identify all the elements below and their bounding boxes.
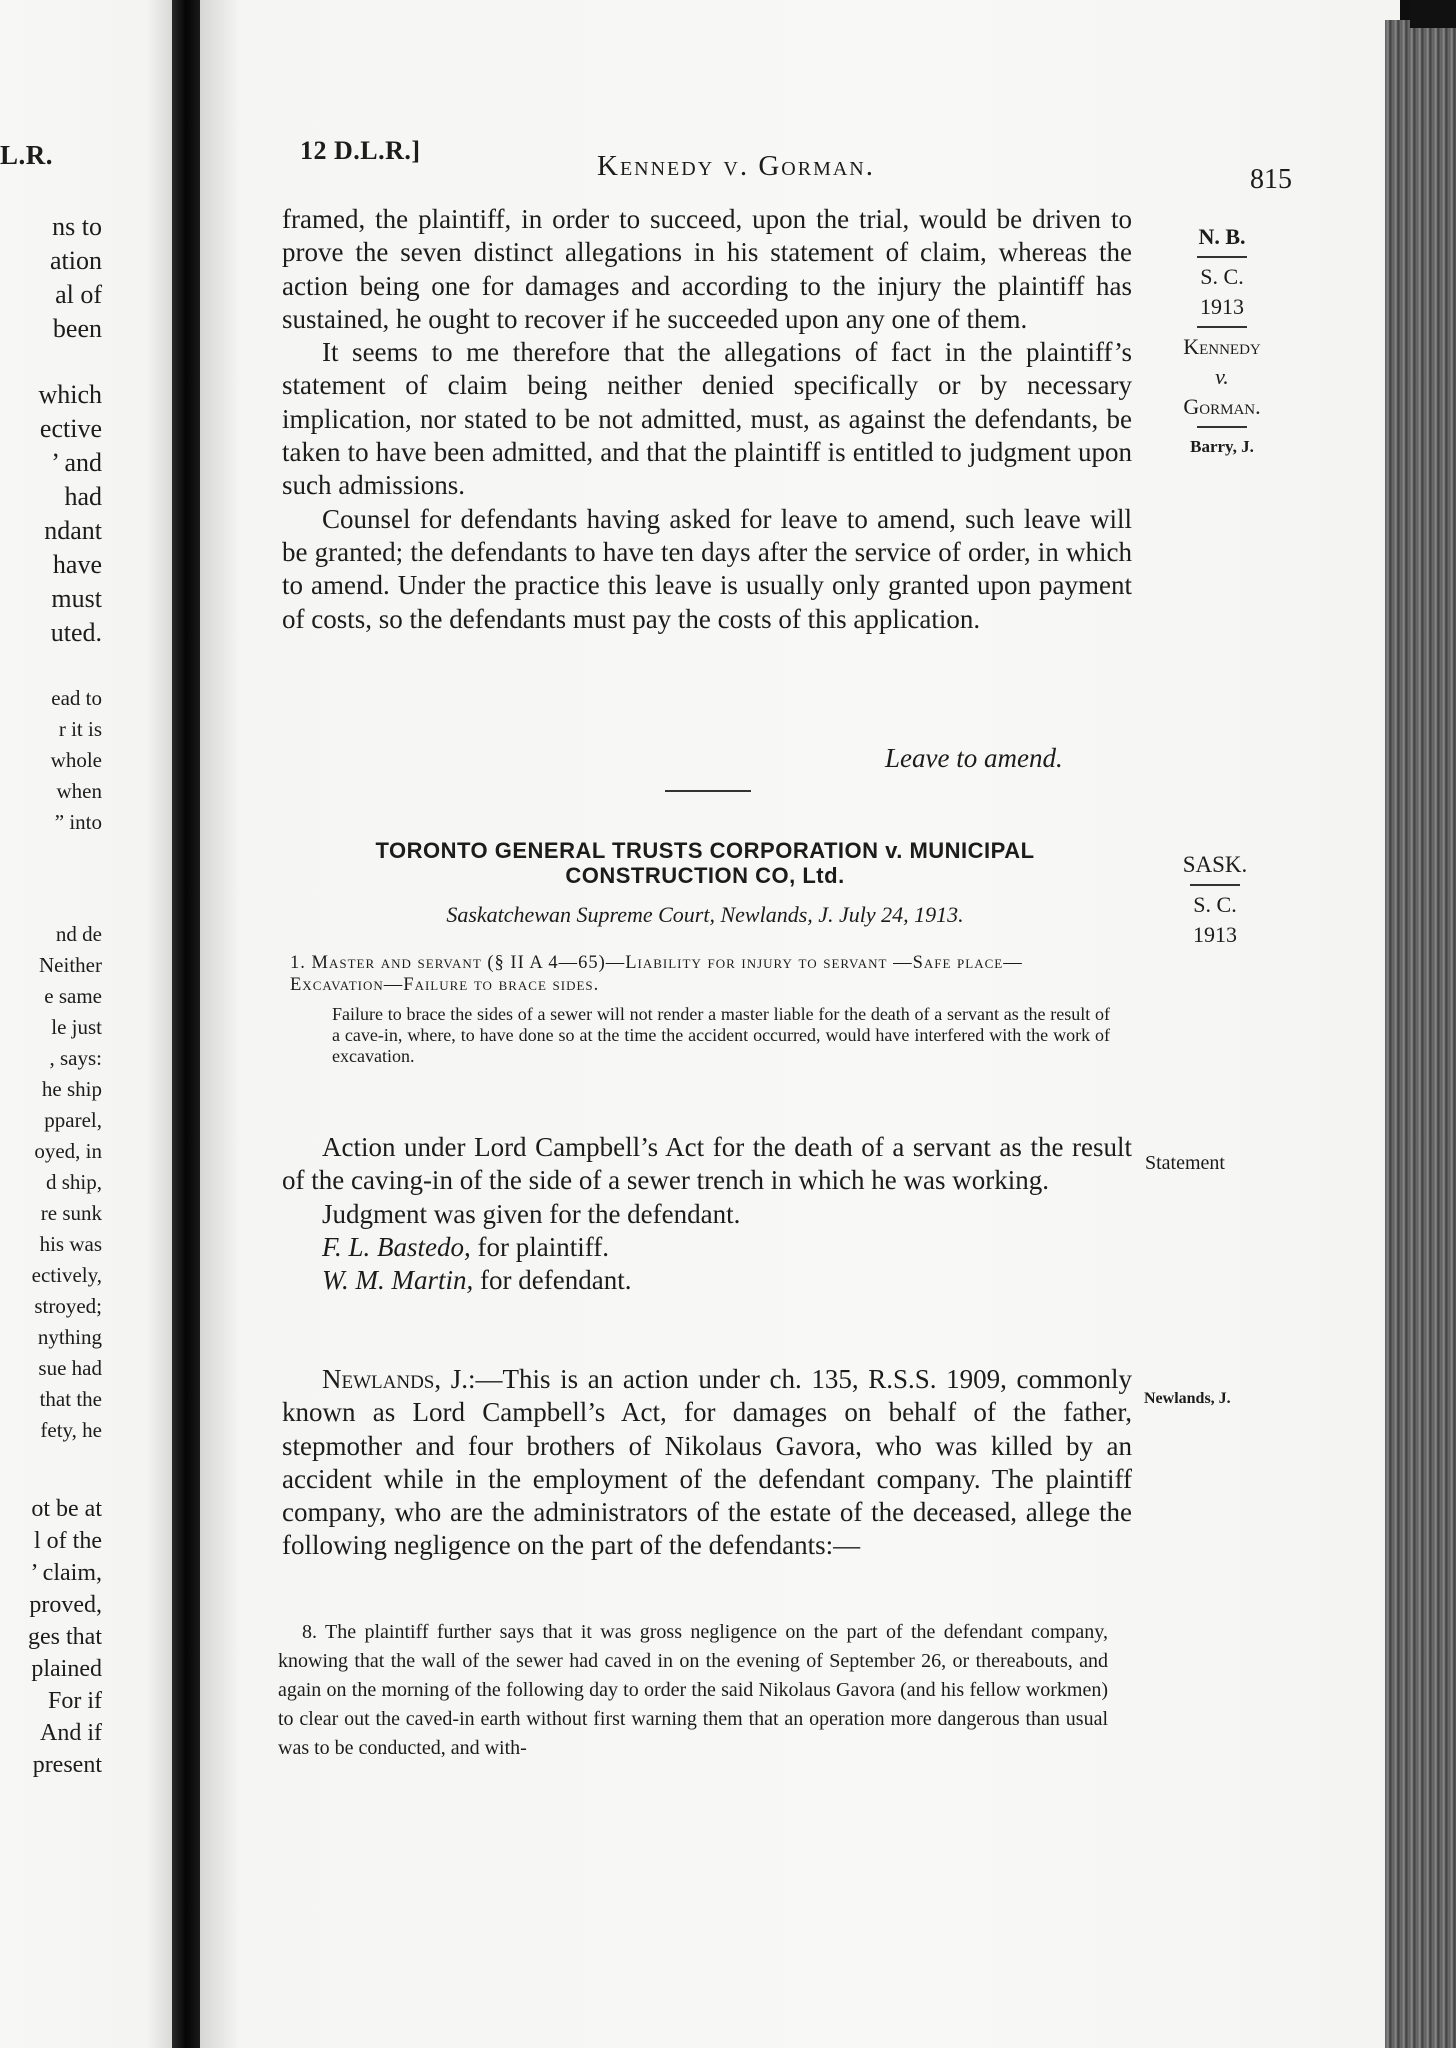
- left-page-fragment: present: [32, 1752, 102, 1778]
- sidebar-divider: [1197, 256, 1247, 258]
- paragraph: Counsel for defendants having asked for leave to amend, such leave will be granted; the defendants to have ten days after the service of order, in which to amend. Under the practice this leave is usually only granted upon payment of costs, so the defendants must pay the costs of this application.: [282, 503, 1132, 634]
- left-page-fragment: have: [52, 550, 102, 579]
- running-head-volume: 12 D.L.R.]: [300, 136, 421, 165]
- left-page-fragment: For if: [48, 1688, 102, 1714]
- left-page-fragment: pparel,: [44, 1108, 102, 1132]
- counsel-defendant-role: for defendant.: [473, 1265, 632, 1296]
- page-number: 815: [1250, 164, 1292, 195]
- judgment-paragraph: [282, 1363, 1132, 1563]
- left-page-fragment: le just: [51, 1015, 102, 1039]
- counsel-plaintiff: [282, 1231, 1132, 1264]
- sidebar-court: S. C.: [1193, 892, 1237, 917]
- judgment-line: Judgment was given for the defendant.: [322, 1198, 741, 1229]
- sidebar-judge: Barry, J.: [1190, 437, 1254, 456]
- left-page-fragment: l of the: [34, 1528, 102, 1554]
- headnote-text: Failure to brace the sides of a sewer will not render a master liable for the death of a servant as the result of a cave-in, where, to have done so at the time the accident occurred, would have interfered with the work of excavation.: [332, 1004, 1110, 1066]
- left-page-fragment: ead to: [51, 686, 102, 710]
- left-page-fragment: e same: [44, 984, 102, 1008]
- headnote-heading: 1. Master and servant (§ II A 4—65)—Liability for injury to servant —Safe place—Excavation—Failure to brace sides.: [290, 953, 1023, 995]
- left-page-fragment: al of: [55, 280, 102, 309]
- counsel-plaintiff-role: for plaintiff.: [470, 1231, 609, 1262]
- left-page-fragment: Neither: [39, 953, 102, 977]
- marginal-statement: Statement: [1145, 1152, 1225, 1174]
- section-rule: [665, 790, 751, 792]
- paragraph: framed, the plaintiff, in order to succeed, upon the trial, would be driven to prove the seven distinct allegations in his statement of claim, whereas the action being one for damages and according to the injury the plaintiff has sustained, he ought to recover if he succeeded upon any one of them.: [282, 204, 1132, 334]
- sidebar-case-line3: Gorman.: [1183, 394, 1261, 419]
- running-head-title: Kennedy v. Gorman.: [597, 150, 875, 182]
- left-page-fragment: r it is: [58, 717, 102, 741]
- statement-block: [282, 1131, 1132, 1297]
- left-page-fragment: ns to: [52, 212, 102, 241]
- counsel-defendant-name: W. M. Martin,: [322, 1265, 474, 1296]
- sidebar-case-line1: Kennedy: [1183, 334, 1261, 359]
- headnote: [290, 952, 1110, 1067]
- left-page-fragment: been: [52, 314, 102, 343]
- pleading-paragraph: 8. The plaintiff further says that it was gross negligence on the part of the defendant company, knowing that the wall of the sewer had caved in on the evening of September 26, or thereabouts, and again on the morning of the following day to order the said Nikolaus Gavora (and his fellow workmen) to clear out the caved-in earth without first warning them that an operation more dangerous than usual was to be conducted, and with-: [278, 1621, 1108, 1759]
- judgment-text: :—This is an action under ch. 135, R.S.S. 1909, commonly known as Lord Campbell’s Act, for damages on behalf of the father, stepmother and four brothers of Nikolaus Gavora, who was killed by an accident while in the employment of the defendant company. The plaintiff company, who are the administrators of the estate of the deceased, allege the following negligence on the part of the defendants:—: [282, 1364, 1132, 1561]
- case-title: TORONTO GENERAL TRUSTS CORPORATION v. MUNICIPAL CONSTRUCTION CO, Ltd.: [375, 838, 1035, 888]
- left-page-fragment: uted.: [50, 618, 102, 647]
- sidebar-divider: [1190, 884, 1240, 886]
- sidebar-divider: [1197, 326, 1247, 328]
- judge-name: Newlands, J.: [322, 1364, 468, 1394]
- left-page-fragment: ” into: [54, 810, 102, 834]
- left-page-fragment: And if: [40, 1720, 102, 1746]
- sidebar-year: 1913: [1193, 922, 1237, 947]
- left-page-fragment: ges that: [28, 1624, 102, 1650]
- left-page-fragment: oyed, in: [34, 1139, 102, 1163]
- left-page-fragment: ’ claim,: [30, 1560, 102, 1586]
- court-line: Saskatchewan Supreme Court, Newlands, J. July 24, 1913.: [446, 902, 964, 927]
- page-edges: [1385, 20, 1456, 2048]
- left-page-fragment: he ship: [41, 1077, 102, 1101]
- left-page-fragment: ation: [50, 246, 102, 275]
- book-gutter: [172, 0, 200, 2048]
- sidebar-citation-case: [1160, 850, 1270, 950]
- counsel-defendant: [282, 1264, 1132, 1297]
- left-page-fragment: ndant: [44, 516, 102, 545]
- left-page-fragment: whole: [50, 748, 102, 772]
- judgment-block: [282, 1363, 1132, 1563]
- left-page-fragment: proved,: [29, 1592, 102, 1618]
- left-page-fragment: sue had: [38, 1356, 102, 1380]
- left-page-fragment: , says:: [49, 1046, 102, 1070]
- left-page-fragment: that the: [39, 1387, 102, 1411]
- left-page-fragment: ’ and: [51, 448, 102, 477]
- left-page-fragment: had: [64, 482, 102, 511]
- sidebar-year: 1913: [1200, 294, 1244, 319]
- quoted-pleading: [278, 1618, 1108, 1763]
- left-page-fragment: ot be at: [31, 1496, 102, 1522]
- left-page-fragment: which: [38, 380, 102, 409]
- left-page-header: L.R.: [0, 140, 54, 170]
- page-edges-top: [1410, 0, 1456, 28]
- sidebar-province: N. B.: [1198, 224, 1246, 249]
- left-page-fragment: nything: [37, 1325, 102, 1349]
- left-facing-page: [0, 0, 172, 2048]
- left-page-fragment: ectively,: [31, 1263, 102, 1287]
- sidebar-divider: [1197, 426, 1247, 428]
- sidebar-court: S. C.: [1200, 264, 1244, 289]
- left-page-fragment: re sunk: [40, 1201, 102, 1225]
- left-page-fragment: plained: [31, 1656, 102, 1682]
- counsel-plaintiff-name: F. L. Bastedo,: [322, 1231, 471, 1262]
- left-page-fragment: his was: [39, 1232, 102, 1256]
- paragraph: It seems to me therefore that the allegations of fact in the plaintiff’s statement of claim being neither denied specifically or by necessary implication, nor stated to be not admitted, must, as against the defendants, be taken to have been admitted, and that the plaintiff is entitled to judgment upon such admissions.: [282, 337, 1132, 501]
- body-text-top: [282, 203, 1132, 636]
- sidebar-citation-top: [1172, 222, 1272, 462]
- left-page-fragment: fety, he: [40, 1418, 102, 1442]
- left-page-fragment: stroyed;: [34, 1294, 102, 1318]
- left-page-fragment: when: [56, 779, 102, 803]
- left-page-fragment: d ship,: [45, 1170, 102, 1194]
- left-page-fragment: nd de: [55, 922, 102, 946]
- sidebar-case-line2: v.: [1215, 364, 1229, 389]
- marginal-judge: Newlands, J.: [1144, 1390, 1231, 1407]
- left-page-fragment: must: [51, 584, 102, 613]
- sidebar-province: SASK.: [1182, 852, 1248, 877]
- left-page-fragment: ective: [39, 414, 102, 443]
- action-statement: Action under Lord Campbell’s Act for the death of a servant as the result of the caving-in of the side of a sewer trench in which he was working.: [282, 1132, 1132, 1196]
- disposition: Leave to amend.: [885, 743, 1063, 773]
